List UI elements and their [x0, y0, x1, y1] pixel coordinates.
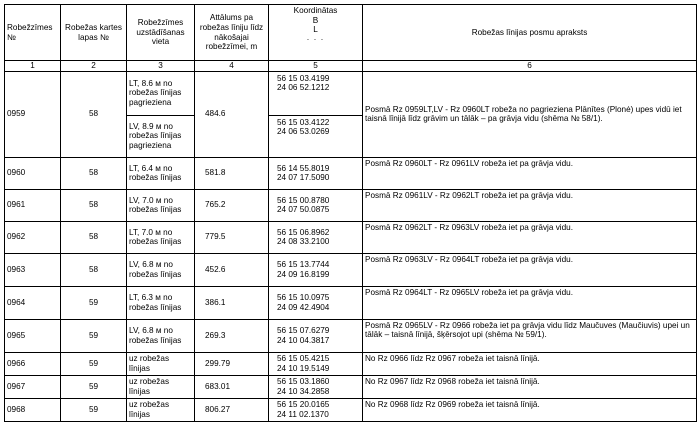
table-row [5, 398, 697, 421]
coord-b: 56 15 20.0165 [277, 400, 330, 409]
install-site: LV, 6.8 м no robežas līnijas [127, 253, 195, 286]
table-row [5, 221, 697, 253]
coord-b: 56 15 03.4199 [277, 73, 330, 83]
install-site: uz robežas līnijas [127, 352, 195, 375]
segment-description: Posmā Rz 0959LT,LV - Rz 0960LT robeža no pagrieziena Plānītes (Plonė) upes vidū iet taisnā līnijā līdz grāvim un tālāk – pa grāvja vidu (shēma № 58/1). [363, 71, 697, 157]
map-sheet: 58 [61, 157, 127, 189]
coordinates [269, 221, 363, 253]
distance: 683.01 [195, 375, 269, 398]
header-install-site: Robežzīmes uzstādīšanas vieta [127, 5, 195, 61]
map-sheet: 59 [61, 398, 127, 421]
column-number: 6 [363, 61, 697, 72]
segment-description: No Rz 0967 līdz Rz 0968 robeža iet taisnā līnijā. [363, 375, 697, 398]
table-row [5, 286, 697, 319]
map-sheet: 59 [61, 352, 127, 375]
coordinates [269, 71, 363, 115]
header-coordinates [269, 5, 363, 61]
install-site: LV, 7.0 м no robežas līnijas [127, 189, 195, 221]
map-sheet: 58 [61, 71, 127, 157]
segment-description: Posmā Rz 0962LT - Rz 0963LV robeža iet pa grāvja vidu. [363, 221, 697, 253]
marker-number: 0968 [5, 398, 61, 421]
marker-number: 0964 [5, 286, 61, 319]
marker-number: 0962 [5, 221, 61, 253]
table-row [5, 189, 697, 221]
install-site: LT, 7.0 м no robežas līnijas [127, 221, 195, 253]
install-site: uz robežas līnijas [127, 398, 195, 421]
column-number: 2 [61, 61, 127, 72]
column-number: 4 [195, 61, 269, 72]
install-site: uz robežas līnijas [127, 375, 195, 398]
marker-number: 0966 [5, 352, 61, 375]
coordinates [269, 398, 363, 421]
coord-l: 24 10 04.3817 [277, 335, 330, 345]
install-site: LT, 6.4 м no robežas līnijas [127, 157, 195, 189]
install-site: LT, 6.3 м no robežas līnijas [127, 286, 195, 319]
coord-l: 24 06 53.0269 [277, 127, 330, 137]
map-sheet: 59 [61, 286, 127, 319]
coordinates [269, 352, 363, 375]
marker-number: 0963 [5, 253, 61, 286]
coord-l: 24 10 19.5149 [277, 363, 330, 373]
table-row [5, 71, 697, 115]
distance: 765.2 [195, 189, 269, 221]
marker-number: 0961 [5, 189, 61, 221]
distance: 806.27 [195, 398, 269, 421]
column-number: 5 [269, 61, 363, 72]
segment-description: Posmā Rz 0963LV - Rz 0964LT robeža iet pa grāvja vidu. [363, 253, 697, 286]
map-sheet: 59 [61, 375, 127, 398]
coord-b: 56 15 06.8962 [277, 227, 330, 237]
marker-number: 0960 [5, 157, 61, 189]
border-markers-table [4, 4, 697, 422]
segment-description: No Rz 0966 līdz Rz 0967 robeža iet taisnā līnijā. [363, 352, 697, 375]
column-number-row [5, 61, 697, 72]
segment-description: Posmā Rz 0964LT - Rz 0965LV robeža iet pa grāvja vidu. [363, 286, 697, 319]
coordinates [269, 286, 363, 319]
segment-description: Posmā Rz 0961LV - Rz 0962LT robeža iet pa grāvja vidu. [363, 189, 697, 221]
table-row [5, 157, 697, 189]
header-marker-number: Robežzīmes № [5, 5, 61, 61]
header-coordinates-dots: · · · [306, 34, 325, 44]
header-map-sheet: Robežas kartes lapas № [61, 5, 127, 61]
install-site: LT, 8.6 м no robežas līnijas pagrieziena [127, 71, 195, 115]
map-sheet: 58 [61, 253, 127, 286]
coordinates [269, 319, 363, 352]
distance: 581.8 [195, 157, 269, 189]
distance: 269.3 [195, 319, 269, 352]
table-row [5, 352, 697, 375]
segment-description: Posmā Rz 0965LV - Rz 0966 robeža iet pa grāvja vidu līdz Maučuves (Maučiuvis) upei un tālāk – taisnā līnijā, šķērsojot upi (shēma № 59/1). [363, 319, 697, 352]
coordinates [269, 189, 363, 221]
coord-l: 24 08 33.2100 [277, 237, 330, 247]
coord-l: 24 09 42.4904 [277, 302, 330, 312]
coordinates [269, 115, 363, 157]
coord-l: 24 06 52.1212 [277, 83, 330, 93]
distance: 484.6 [195, 71, 269, 157]
header-distance: Attālums pa robežas līniju līdz nākošajai robežzīmei, m [195, 5, 269, 61]
distance: 779.5 [195, 221, 269, 253]
segment-description: Posmā Rz 0960LT - Rz 0961LV robeža iet pa grāvja vidu. [363, 157, 697, 189]
map-sheet: 59 [61, 319, 127, 352]
table-row [5, 375, 697, 398]
coord-b: 56 15 13.7744 [277, 260, 330, 269]
coordinates [269, 253, 363, 286]
coord-b: 56 15 07.6279 [277, 326, 330, 335]
distance: 452.6 [195, 253, 269, 286]
coord-b: 56 15 00.8780 [277, 195, 330, 205]
coordinates [269, 157, 363, 189]
distance: 386.1 [195, 286, 269, 319]
table-row [5, 319, 697, 352]
marker-number: 0967 [5, 375, 61, 398]
map-sheet: 58 [61, 221, 127, 253]
header-coordinates-l: L [313, 25, 318, 35]
coord-l: 24 07 17.5090 [277, 173, 330, 183]
coordinates [269, 375, 363, 398]
header-coordinates-title: Koordinātas [293, 6, 338, 15]
coord-l: 24 07 50.0875 [277, 205, 330, 215]
coord-b: 56 15 10.0975 [277, 293, 330, 302]
coord-l: 24 11 02.1370 [277, 409, 329, 419]
header-description: Robežas līnijas posmu apraksts [363, 5, 697, 61]
map-sheet: 58 [61, 189, 127, 221]
column-number: 1 [5, 61, 61, 72]
distance: 299.79 [195, 352, 269, 375]
header-coordinates-b: B [312, 15, 319, 25]
table-row [5, 253, 697, 286]
coord-b: 56 15 03.1860 [277, 377, 330, 386]
coord-b: 56 14 55.8019 [277, 163, 330, 173]
marker-number: 0965 [5, 319, 61, 352]
segment-description: No Rz 0968 līdz Rz 0969 robeža iet taisnā līnijā. [363, 398, 697, 421]
coord-l: 24 09 16.8199 [277, 269, 330, 279]
coord-b: 56 15 05.4215 [277, 354, 330, 363]
marker-number: 0959 [5, 71, 61, 157]
column-number: 3 [127, 61, 195, 72]
install-site: LV, 8.9 м no robežas līnijas pagrieziena [127, 115, 195, 157]
install-site: LV, 6.8 м no robežas līnijas [127, 319, 195, 352]
coord-l: 24 10 34.2858 [277, 386, 330, 396]
coord-b: 56 15 03.4122 [277, 117, 330, 127]
